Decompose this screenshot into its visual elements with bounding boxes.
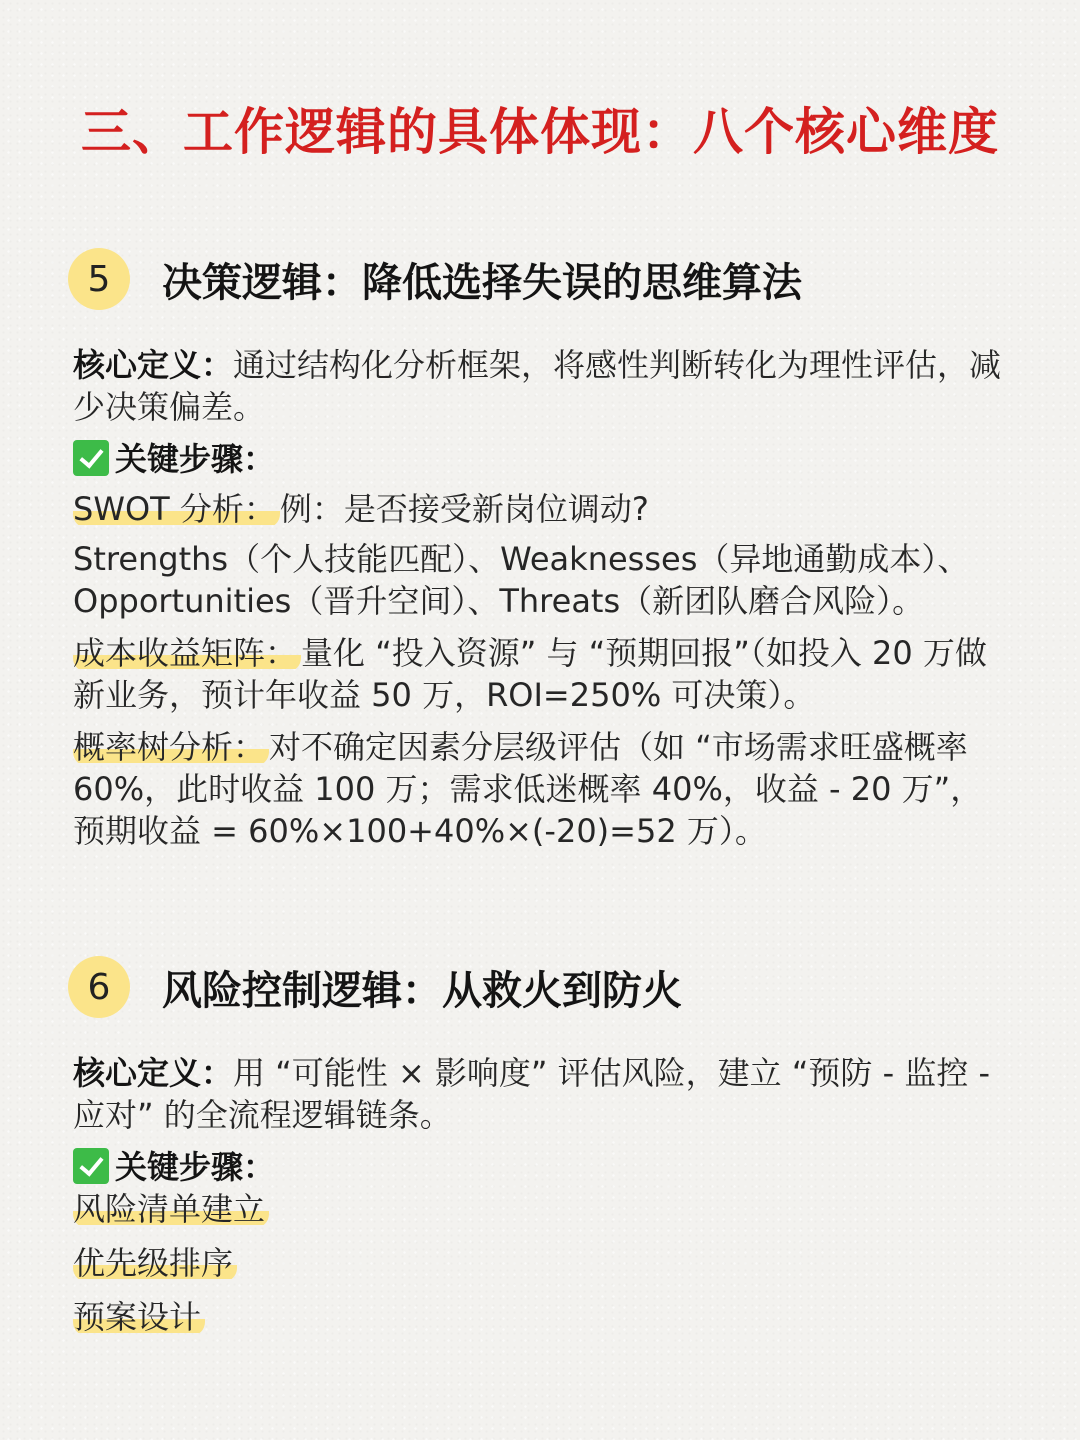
list-item — [73, 1242, 1013, 1296]
step-text: Strengths（个人技能匹配）、Weaknesses（异地通勤成本）、Opportunities（晋升空间）、Threats（新团队磨合风险）。 — [73, 540, 970, 620]
step-item-probability-tree — [73, 726, 1013, 852]
definition-label: 核心定义： — [73, 1054, 234, 1092]
list-item — [73, 1296, 1013, 1350]
definition-label: 核心定义： — [73, 346, 234, 384]
steps-label: 关键步骤： — [115, 440, 276, 478]
check-mark-icon — [73, 440, 109, 476]
step-item-swot-detail — [73, 538, 1013, 622]
step-text: 量化 “投入资源” 与 “预期回报”（如投入 20 万做新业务，预计年收益 50 万，ROI=250% 可决策）。 — [73, 634, 987, 714]
step-label: 风险清单建立 — [73, 1190, 269, 1228]
step-label: 预案设计 — [73, 1298, 205, 1336]
section-body-5 — [73, 344, 1013, 852]
step-label: SWOT 分析： — [73, 490, 280, 528]
section-header-5 — [68, 247, 802, 311]
definition-paragraph — [73, 344, 1013, 428]
step-label: 概率树分析： — [73, 728, 269, 766]
step-text: 对不确定因素分层级评估（如 “市场需求旺盛概率 60%，此时收益 100 万；需求低迷概率 40%，收益 - 20 万”，预期收益 = 60%×100+40%×(-20)=52 万）。 — [73, 728, 983, 850]
steps-heading — [73, 1146, 1013, 1188]
section-title: 风险控制逻辑：从救火到防火 — [162, 967, 682, 1014]
section-header-6 — [68, 955, 682, 1019]
steps-heading — [73, 438, 1013, 480]
check-mark-icon — [73, 1148, 109, 1184]
section-body-6 — [73, 1052, 1013, 1350]
list-item — [73, 1188, 1013, 1242]
step-text: 例：是否接受新岗位调动? — [279, 490, 649, 528]
page-title: 三、工作逻辑的具体体现：八个核心维度 — [81, 103, 999, 161]
steps-label: 关键步骤： — [115, 1148, 276, 1186]
step-item-cost-benefit — [73, 632, 1013, 716]
step-label: 成本收益矩阵： — [73, 634, 301, 672]
number-badge: 6 — [68, 956, 130, 1018]
definition-text: 用 “可能性 × 影响度” 评估风险，建立 “预防 - 监控 - 应对” 的全流程逻辑链条。 — [73, 1054, 991, 1134]
step-item-swot — [73, 488, 1013, 530]
definition-text: 通过结构化分析框架，将感性判断转化为理性评估，减少决策偏差。 — [73, 346, 1002, 426]
number-badge: 5 — [68, 248, 130, 310]
section-title: 决策逻辑：降低选择失误的思维算法 — [162, 259, 802, 306]
definition-paragraph — [73, 1052, 1013, 1136]
step-label: 优先级排序 — [73, 1244, 237, 1282]
